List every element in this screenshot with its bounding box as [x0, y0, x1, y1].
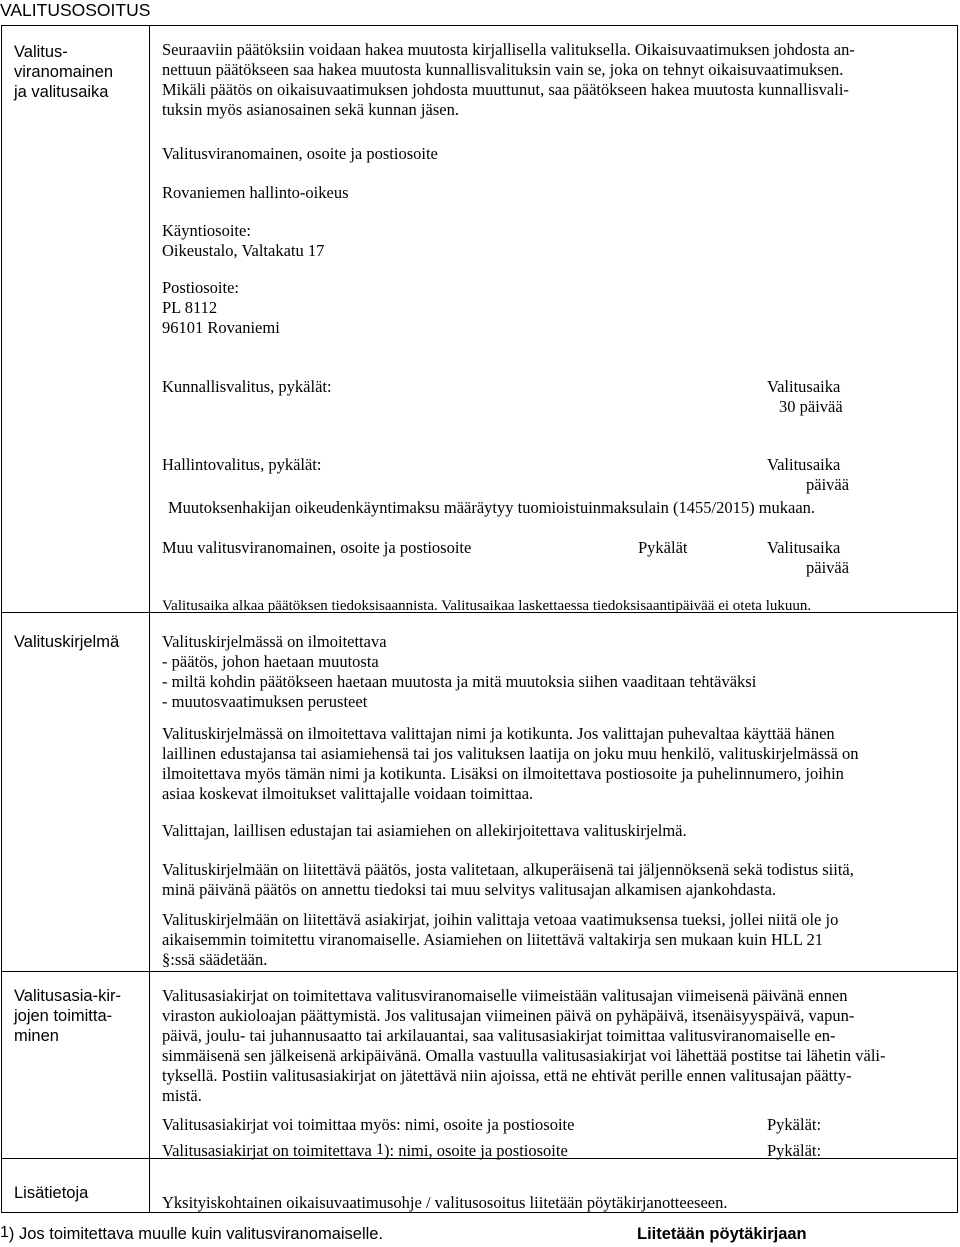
footnote: $^1$) Jos toimitettava muulle kuin valitusviranomaiselle.: [0, 1224, 384, 1243]
intro-line: Mikäli päätös on oikaisuvaatimuksen johdosta muuttunut, saa päätökseen hakea muutosta kunnallisvali-: [162, 80, 849, 99]
postal-address-line: PL 8112: [162, 298, 218, 317]
paragraph-line: päivä, joulu- tai juhannusaatto tai arkilauantai, saa valitusasiakirjat toimittaa valitusviranomaiselle en-: [162, 1026, 836, 1045]
mandatory-delivery-label: Valitusasiakirjat on toimitettava $^1$): nimi, osoite ja postiosoite: [162, 1141, 568, 1160]
paragraph-line: mistä.: [162, 1086, 202, 1105]
paragraph-line: Valituskirjelmässä on ilmoitettava valittajan nimi ja kotikunta. Jos valittajan puhevaltaa käyttää hänen: [162, 724, 835, 743]
sections-label: Pykälät:: [767, 1141, 822, 1160]
alternative-delivery-label: Valitusasiakirjat voi toimittaa myös: nimi, osoite ja postiosoite: [162, 1115, 575, 1134]
intro-line: nettuun päätökseen saa hakea muutosta kunnallisvalituksin vain se, joka on tehnyt oikaisuvaatimuksen.: [162, 60, 844, 79]
appeal-period-label: Valitusaika: [767, 455, 841, 474]
other-authority-heading: Muu valitusviranomainen, osoite ja postiosoite: [162, 538, 472, 557]
appeal-period-label: Valitusaika: [767, 377, 841, 396]
paragraph-line: ilmoitettava myös tämän nimi ja kotikunta. Lisäksi on ilmoitettava postiosoite ja puhelinnumero, joihin: [162, 764, 844, 783]
address-heading: Valitusviranomainen, osoite ja postiosoite: [162, 144, 438, 163]
paragraph-line: viraston aukioloajan päättymistä. Jos valitusajan viimeinen päivä on pyhäpäivä, itsenäisyyspäivä, vapun-: [162, 1006, 855, 1025]
appeal-period-value: 30 päivää: [779, 397, 843, 416]
municipal-appeal-label: Kunnallisvalitus, pykälät:: [162, 377, 332, 396]
postal-address-label: Postiosoite:: [162, 278, 240, 297]
sections-label: Pykälät:: [767, 1115, 822, 1134]
section-label-delivery: Valitusasia-kir- jojen toimitta- minen: [14, 987, 121, 1045]
appeal-period-label: Valitusaika: [767, 538, 841, 557]
intro-line: tuksin myös asianosainen sekä kunnan jäsen.: [162, 100, 459, 119]
signature-requirement: Valittajan, laillisen edustajan tai asiamiehen on allekirjoitettava valituskirjelmä.: [162, 821, 687, 840]
row-divider: [2, 971, 957, 972]
section-label-appeal-document: Valituskirjelmä: [14, 633, 120, 651]
section-label-additional: Lisätietoja: [14, 1184, 89, 1202]
visiting-address-value: Oikeustalo, Valtakatu 17: [162, 241, 325, 260]
paragraph-line: Valitusasiakirjat on toimitettava valitusviranomaiselle viimeistään valitusajan viimeisenä päivänä ennen: [162, 986, 848, 1005]
fee-note: Muutoksenhakijan oikeudenkäyntimaksu määräytyy tuomioistuinmaksulain (1455/2015) mukaan.: [168, 498, 816, 517]
intro-line: Seuraaviin päätöksiin voidaan hakea muutosta kirjallisella valituksella. Oikaisuvaatimuksen johdosta an-: [162, 40, 855, 59]
list-item: - miltä kohdin päätökseen haetaan muutosta ja mitä muutoksia siihen vaaditaan tehtäväksi: [162, 672, 757, 691]
paragraph-line: laillinen edustajansa tai asiamiehensä tai jos valituksen laatija on joku muu henkilö, valituskirjelmässä on: [162, 744, 859, 763]
period-note: Valitusaika alkaa päätöksen tiedoksisaannista. Valitusaikaa laskettaessa tiedoksisaantipäivää ei oteta lukuun.: [162, 598, 812, 614]
paragraph-line: asiaa koskevat ilmoitukset valittajalle voidaan toimittaa.: [162, 784, 534, 803]
sections-label: Pykälät: [638, 538, 688, 557]
list-heading: Valituskirjelmässä on ilmoitettava: [162, 632, 387, 651]
paragraph-line: Valituskirjelmään on liitettävä asiakirjat, joihin valittaja vetoaa vaatimuksensa tueksi, jollei niitä ole jo: [162, 910, 839, 929]
list-item: - päätös, johon haetaan muutosta: [162, 652, 379, 671]
appeal-period-value: päivää: [806, 475, 850, 494]
page-title: VALITUSOSOITUS: [0, 0, 151, 20]
paragraph-line: simmäisenä sen jälkeisenä arkipäivänä. Omalla vastuulla valitusasiakirjat voi lähettää postitse tai lähetin väli-: [162, 1046, 886, 1065]
paragraph-line: aikaisemmin toimitettu viranomaiselle. Asiamiehen on liitettävä valtakirja sen mukaan kuin HLL 21: [162, 930, 824, 949]
list-item: - muutosvaatimuksen perusteet: [162, 692, 368, 711]
appeal-period-value: päivää: [806, 558, 850, 577]
paragraph-line: Valituskirjelmään on liitettävä päätös, josta valitetaan, alkuperäisenä tai jäljennöksenä sekä todistus siitä,: [162, 860, 854, 879]
column-divider: [149, 26, 150, 1212]
paragraph-line: tyksellä. Postiin valitusasiakirjat on jätettävä niin ajoissa, että ne ehtivät perille ennen valitusajan päätty-: [162, 1066, 852, 1085]
visiting-address-label: Käyntiosoite:: [162, 221, 251, 240]
paragraph-line: minä päivänä päätös on annettu tiedoksi tai muu selvitys valitusajan alkamisen ajankohdasta.: [162, 880, 777, 899]
authority-name: Rovaniemen hallinto-oikeus: [162, 183, 349, 202]
admin-appeal-label: Hallintovalitus, pykälät:: [162, 455, 322, 474]
paragraph-line: §:ssä säädetään.: [162, 950, 268, 969]
section-label-appeal-authority: Valitus- viranomainen ja valitusaika: [14, 43, 114, 101]
postal-address-line: 96101 Rovaniemi: [162, 318, 280, 337]
additional-info-text: Yksityiskohtainen oikaisuvaatimusohje / valitusosoitus liitetään pöytäkirjanotteeseen.: [162, 1193, 728, 1212]
attachment-note: Liitetään pöytäkirjaan: [637, 1225, 807, 1243]
